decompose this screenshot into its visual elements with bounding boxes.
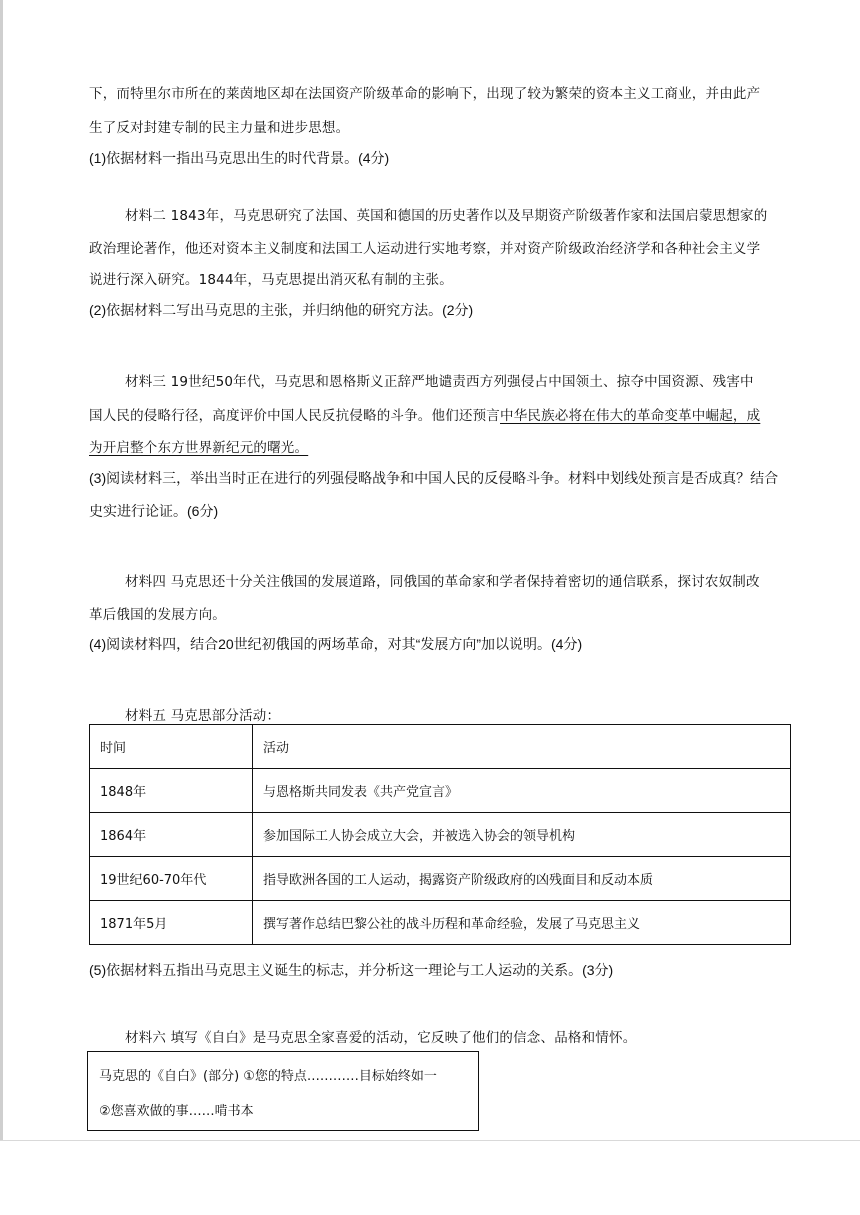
page-left-edge — [0, 0, 3, 1140]
table-row — [90, 901, 791, 945]
table-cell-time: 1848年 — [90, 769, 253, 813]
table-cell-activity: 指导欧洲各国的工人运动，揭露资产阶级政府的凶残面目和反动本质 — [253, 857, 791, 901]
material-three-line-1: 材料三 19世纪50年代，马克思和恩格斯义正辞严地谴责西方列强侵占中国领土、掠夺中国资源、残害中 — [125, 374, 754, 390]
table-row — [90, 769, 791, 813]
material-two-line-2: 政治理论著作，他还对资本主义制度和法国工人运动进行实地考察，并对资产阶级政治经济学和各种社会主义学 — [89, 241, 761, 257]
table-cell-time: 19世纪60-70年代 — [90, 857, 253, 901]
confession-box — [87, 1051, 479, 1131]
material-two-line-3: 说进行深入研究。1844年，马克思提出消灭私有制的主张。 — [89, 272, 453, 288]
material-two-line-1: 材料二 1843年，马克思研究了法国、英国和德国的历史著作以及早期资产阶级著作家和法国启蒙思想家的 — [125, 208, 768, 224]
material-three-prophecy-underlined-part-1: 中华民族必将在伟大的革命变革中崛起，成 — [500, 408, 761, 424]
material-six-title: 材料六 填写《自白》是马克思全家喜爱的活动，它反映了他们的信念、品格和情怀。 — [125, 1030, 637, 1046]
table-cell-activity: 撰写著作总结巴黎公社的战斗历程和革命经验，发展了马克思主义 — [253, 901, 791, 945]
page-bottom-edge — [0, 1140, 860, 1141]
table-row — [90, 813, 791, 857]
material-one-text-line-1: 下，而特里尔市所在的莱茵地区却在法国资产阶级革命的影响下，出现了较为繁荣的资本主义工商业，并由此产 — [89, 86, 761, 102]
table-header-row — [90, 725, 791, 769]
question-3-line-1: (3)阅读材料三，举出当时正在进行的列强侵略战争和中国人民的反侵略斗争。材料中划线处预言是否成真？结合 — [89, 470, 779, 486]
question-4: (4)阅读材料四，结合20世纪初俄国的两场革命，对其“发展方向”加以说明。(4分) — [89, 636, 583, 652]
question-1: (1)依据材料一指出马克思出生的时代背景。(4分) — [89, 150, 390, 166]
table-header-activity: 活动 — [253, 725, 791, 769]
material-three-prophecy-underlined-part-2: 为开启整个东方世界新纪元的曙光。 — [89, 440, 309, 456]
table-header-time: 时间 — [90, 725, 253, 769]
question-2: (2)依据材料二写出马克思的主张，并归纳他的研究方法。(2分) — [89, 302, 474, 318]
table-cell-activity: 参加国际工人协会成立大会，并被选入协会的领导机构 — [253, 813, 791, 857]
material-four-line-2: 革后俄国的发展方向。 — [89, 607, 226, 623]
material-one-text-line-2: 生了反对封建专制的民主力量和进步思想。 — [89, 120, 350, 136]
material-five-title: 材料五 马克思部分活动： — [125, 708, 281, 724]
question-5: (5)依据材料五指出马克思主义诞生的标志，并分析这一理论与工人运动的关系。(3分) — [89, 962, 614, 978]
material-three-line-2-plain: 国人民的侵略行径，高度评价中国人民反抗侵略的斗争。他们还预言 — [89, 408, 500, 424]
table-row — [90, 857, 791, 901]
table-cell-activity: 与恩格斯共同发表《共产党宣言》 — [253, 769, 791, 813]
material-three-line-2 — [89, 404, 760, 424]
material-four-line-1: 材料四 马克思还十分关注俄国的发展道路，同俄国的革命家和学者保持着密切的通信联系，探讨农奴制改 — [125, 574, 760, 590]
confession-line-1: 马克思的《自白》(部分) ①您的特点…………目标始终如一 — [99, 1069, 437, 1084]
table-cell-time: 1871年5月 — [90, 901, 253, 945]
question-3-line-2: 史实进行论证。(6分) — [89, 503, 219, 519]
table-cell-time: 1864年 — [90, 813, 253, 857]
confession-line-2: ②您喜欢做的事……啃书本 — [99, 1104, 254, 1119]
marx-activities-table — [89, 724, 791, 945]
